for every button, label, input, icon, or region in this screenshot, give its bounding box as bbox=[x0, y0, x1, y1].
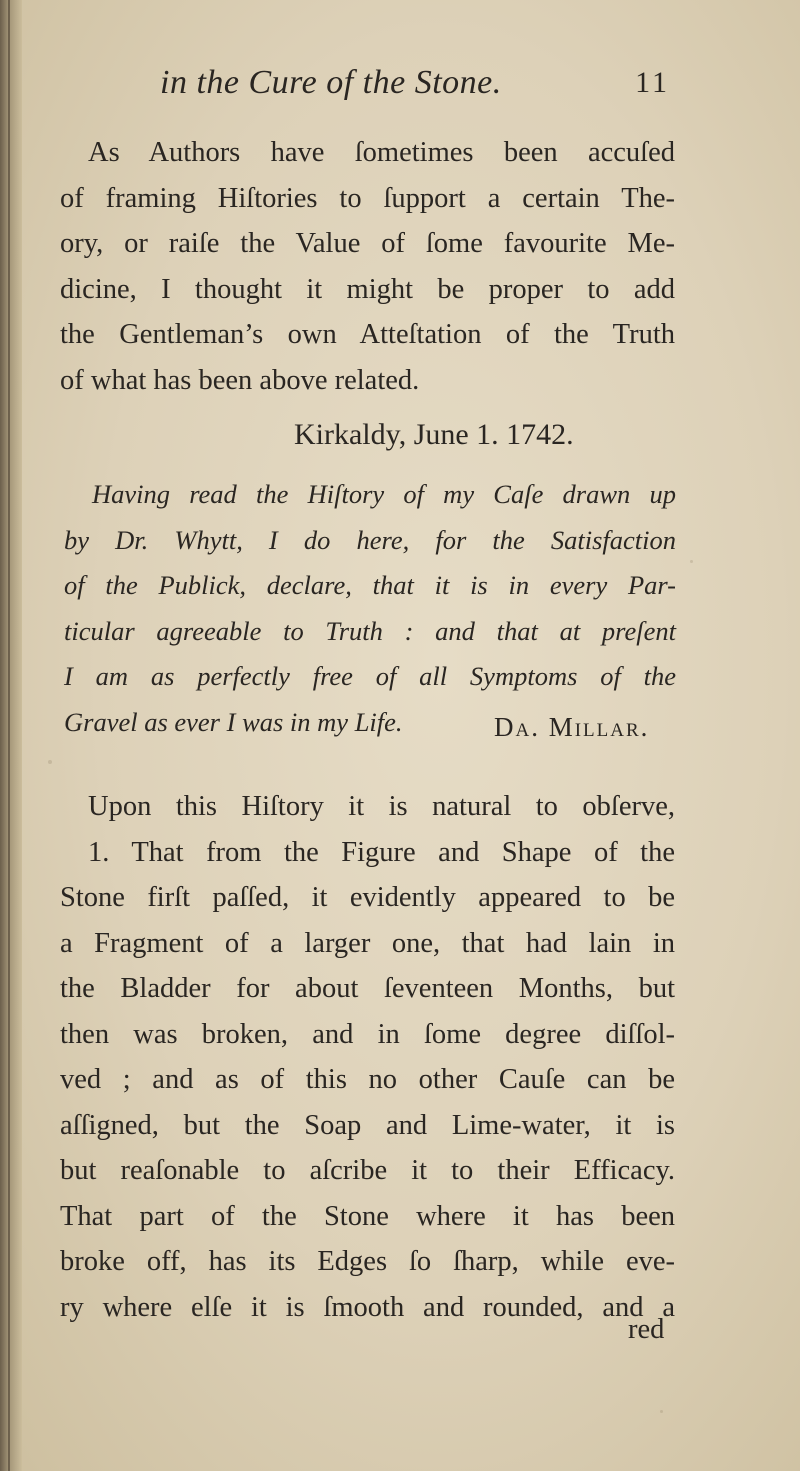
text-line: That part of the Stone where it has been bbox=[60, 1200, 675, 1232]
attestation-block bbox=[64, 472, 676, 745]
text-line: ory, or raiſe the Value of ſome favourite Me- bbox=[60, 228, 675, 259]
catchword: red bbox=[628, 1314, 665, 1345]
running-title: in the Cure of the Stone. bbox=[160, 64, 502, 101]
text-line: the Gentleman’s own Atteſtation of the Truth bbox=[60, 319, 675, 350]
text-line: Upon this Hiſtory it is natural to obſerve, bbox=[88, 791, 675, 822]
attestation-line: ticular agreeable to Truth : and that at preſent bbox=[64, 615, 676, 646]
text-line: dicine, I thought it might be proper to add bbox=[60, 273, 675, 305]
text-line: aſſigned, but the Soap and Lime-water, it is bbox=[60, 1109, 675, 1141]
text-line: of framing Hiſtories to ſupport a certain The- bbox=[60, 182, 675, 214]
paper-speck bbox=[48, 760, 52, 764]
page-binding-edge bbox=[0, 0, 22, 1471]
text-line: 1. That from the Figure and Shape of the bbox=[88, 836, 675, 868]
attestation-line: of the Publick, declare, that it is in every Par- bbox=[64, 570, 676, 600]
paragraph-observation bbox=[60, 784, 675, 1330]
text-line: but reaſonable to aſcribe it to their Efficacy. bbox=[60, 1155, 675, 1186]
text-line: a Fragment of a larger one, that had lain in bbox=[60, 927, 675, 959]
text-line: As Authors have ſometimes been accuſed bbox=[88, 137, 675, 168]
paragraph-authors bbox=[60, 130, 675, 403]
text-line: then was broken, and in ſome degree diſſol- bbox=[60, 1018, 675, 1050]
running-header bbox=[60, 64, 680, 114]
text-line: the Bladder for about ſeventeen Months, but bbox=[60, 973, 675, 1004]
text-line: ry where elſe it is ſmooth and rounded, and a bbox=[60, 1291, 675, 1323]
attestation-line: I am as perfectly free of all Symptoms of the bbox=[64, 661, 676, 691]
attestation-line: Having read the Hiſtory of my Caſe drawn up bbox=[92, 479, 676, 509]
binding-shadow-line bbox=[8, 0, 10, 1471]
page-number: 11 bbox=[635, 66, 670, 99]
paper-speck bbox=[690, 560, 693, 563]
place-date-line: Kirkaldy, June 1. 1742. bbox=[294, 418, 574, 451]
paper-speck bbox=[660, 1410, 663, 1413]
attestation-line: by Dr. Whytt, I do here, for the Satisfaction bbox=[64, 524, 676, 555]
text-line: of what has been above related. bbox=[60, 364, 420, 396]
text-line: ved ; and as of this no other Cauſe can be bbox=[60, 1064, 675, 1095]
text-line: Stone firſt paſſed, it evidently appeared to be bbox=[60, 882, 675, 913]
attestation-line: Gravel as ever I was in my Life. bbox=[64, 706, 403, 737]
text-line: broke off, has its Edges ſo ſharp, while eve- bbox=[60, 1246, 675, 1277]
signature: Da. Millar. bbox=[494, 712, 650, 742]
